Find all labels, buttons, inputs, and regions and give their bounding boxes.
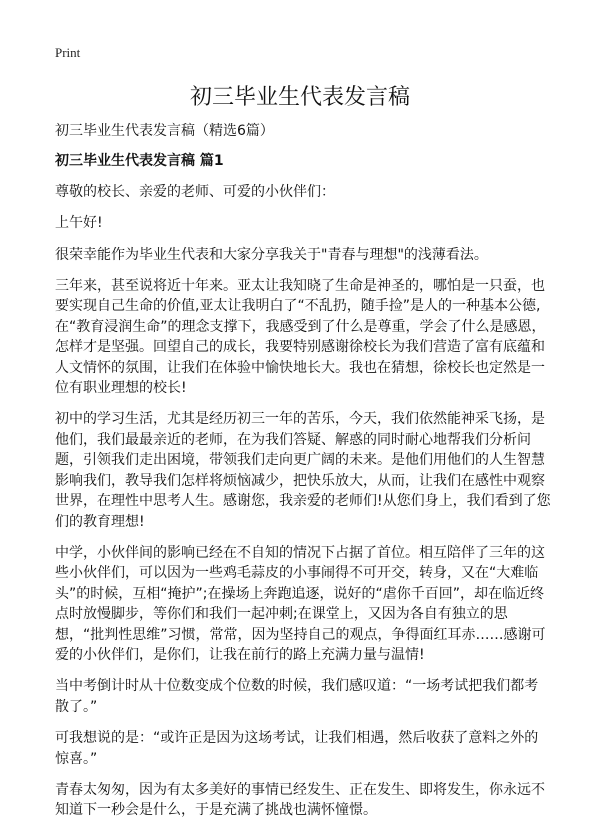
paragraph-greeting: 上午好!	[55, 215, 103, 232]
paragraph: 初中的学习生活，尤其是经历初三一年的苦乐，今天，我们依然能神采飞扬，是他们，我们最最亲近的老师，在为我们答疑、解惑的同时耐心地帮我们分析问题，引领我们走出困境，带领我们走向更广阔的未来。是他们用他们的人生智慧影响我们，教导我们怎样将烦恼减少，把快乐放大，从而，让我们在感性中观察世界，在理性中思考人生。感谢您，我亲爱的老师们!从您们身上，我们看到了您们的教育理想!	[55, 411, 551, 530]
paragraph: 可我想说的是：“或许正是因为这场考试，让我们相遇，然后收获了意料之外的惊喜。”	[55, 730, 539, 767]
paragraph: 中学，小伙伴间的影响已经在不自知的情况下占据了首位。相互陪伴了三年的这些小伙伴们，可以因为一些鸡毛蒜皮的小事闹得不可开交，转身，又在“大难临头”的时候，互相“掩护”;在操场上奔跑追逐，说好的“虐你千百回”，却在临近终点时放慢脚步，等你们和我们一起冲刺;在课堂上，又因为各自有独立的思想，“批判性思维”习惯，常常，因为坚持自己的观点，争得面红耳赤……感谢可爱的小伙伴们，是你们，让我在前行的路上充满力量与温情!	[55, 544, 546, 663]
paragraph-salutation: 尊敬的校长、亲爱的老师、可爱的小伙伴们：	[55, 183, 335, 200]
page-title: 初三毕业生代表发言稿	[189, 85, 410, 110]
section-heading: 初三毕业生代表发言稿 篇1	[55, 153, 224, 170]
paragraph: 三年来，甚至说将近十年来。亚太让我知晓了生命是神圣的，哪怕是一只蚕，也要实现自己生命的价值,亚太让我明白了“不乱扔，随手捡”是人的一种基本公德,在“教育浸润生命”的理念支撑下，我感受到了什么是尊重，学会了什么是感恩，怎样才是坚强。回望自己的成长，我要特别感谢徐校长为我们营造了富有底蕴和人文情怀的氛围，让我们在体验中愉快地长大。我也在猜想，徐校长也定然是一位有职业理想的校长!	[55, 278, 546, 397]
paragraph: 很荣幸能作为毕业生代表和大家分享我关于"青春与理想"的浅薄看法。	[55, 246, 488, 263]
document-body	[55, 121, 551, 832]
paragraph: 当中考倒计时从十位数变成个位数的时候，我们感叹道：“一场考试把我们都考散了。”	[55, 678, 539, 715]
print-link[interactable]: Print	[55, 45, 81, 60]
document-subtitle: 初三毕业生代表发言稿（精选6篇）	[55, 123, 274, 139]
paragraph: 青春太匆匆，因为有太多美好的事情已经发生、正在发生、即将发生，你永远不知道下一秒会是什么，于是充满了挑战也满怀憧憬。	[55, 781, 545, 819]
